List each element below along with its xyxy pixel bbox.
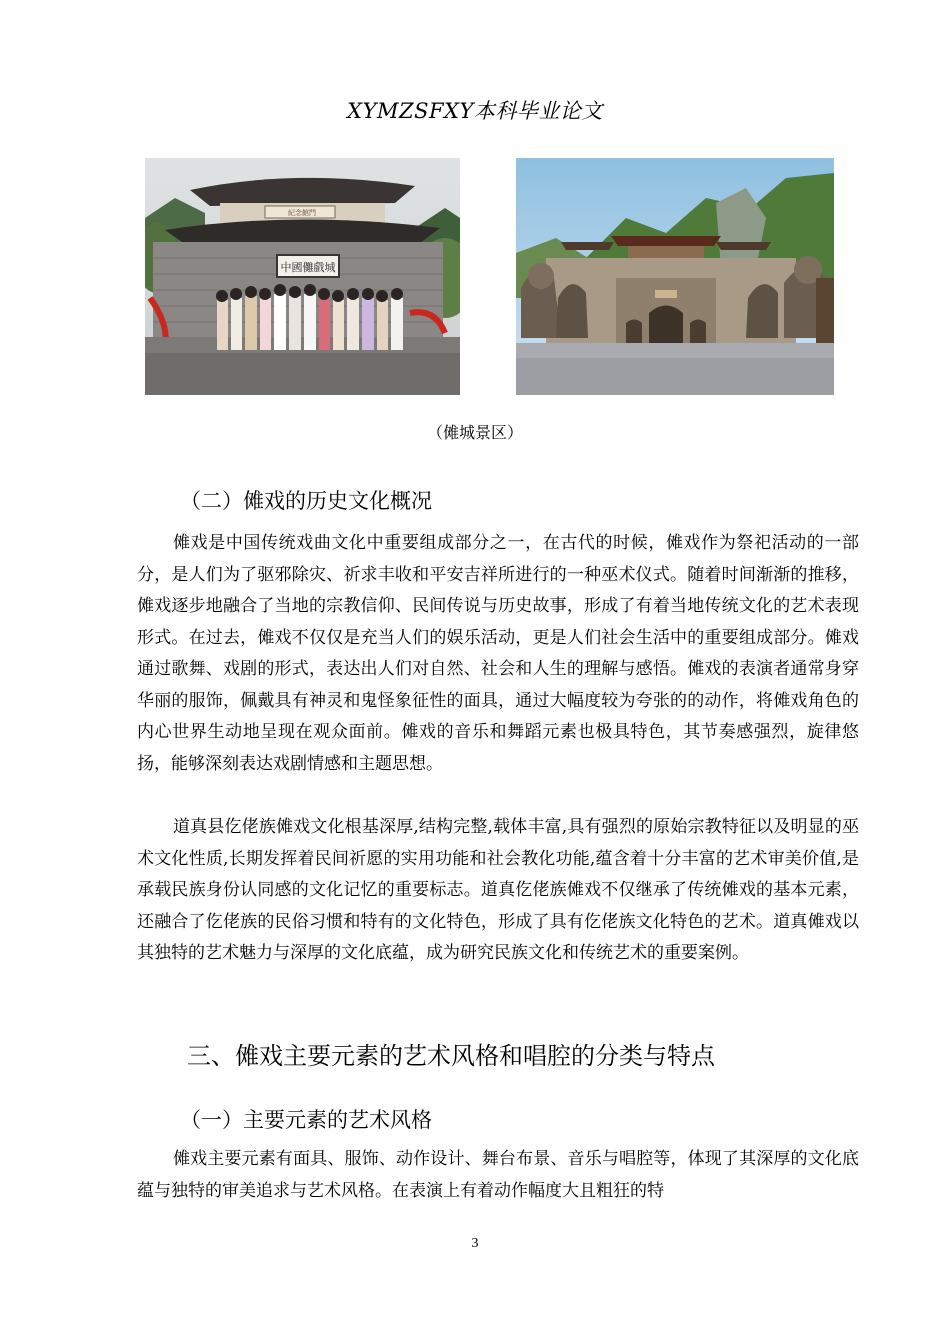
upper-plaque-text: 紀念館門 bbox=[288, 209, 316, 217]
chapter-heading-three: 三、傩戏主要元素的艺术风格和唱腔的分类与特点 bbox=[187, 1042, 715, 1070]
section-heading-art-style: （一）主要元素的艺术风格 bbox=[180, 1108, 432, 1132]
paragraph-history-2: 道真县仡佬族傩戏文化根基深厚,结构完整,载体丰富,具有强烈的原始宗教特征以及明显的巫术文化性质,长期发挥着民间祈愿的实用功能和社会教化功能,蕴含着十分丰富的艺术审美价值,是承载民族身份认同感的文化记忆的重要标志。道真仡佬族傩戏不仅继承了传统傩戏的基本元素，还融合了仡佬族的民俗习惯和特有的文化特色，形成了具有仡佬族文化特色的艺术。道真傩戏以其独特的艺术魅力与深厚的文化底蕴，成为研究民族文化和传统艺术的重要案例。 bbox=[137, 817, 859, 963]
paragraph-art-style-1: 傩戏主要元素有面具、服饰、动作设计、舞台布景、音乐与唱腔等，体现了其深厚的文化底蕴与独特的审美追求与艺术风格。在表演上有着动作幅度大且粗狂的特 bbox=[137, 1149, 859, 1201]
gate-sign-text: 中國儺戲城 bbox=[280, 261, 336, 274]
section-heading-history: （二）傩戏的历史文化概况 bbox=[180, 489, 432, 513]
page-header: XYMZSFXY本科毕业论文 bbox=[347, 99, 603, 123]
nuo-city-stone-gate-photo bbox=[516, 158, 834, 395]
page-number: 3 bbox=[471, 1236, 479, 1251]
figure-caption: （傩城景区） bbox=[426, 423, 523, 442]
nuo-city-gate-photo bbox=[145, 158, 460, 395]
paragraph-history-1: 傩戏是中国传统戏曲文化中重要组成部分之一，在古代的时候，傩戏作为祭祀活动的一部分，是人们为了驱邪除灾、祈求丰收和平安吉祥所进行的一种巫术仪式。随着时间渐渐的推移，傩戏逐步地融合了当地的宗教信仰、民间传说与历史故事，形成了有着当地传统文化的艺术表现形式。在过去，傩戏不仅仅是充当人们的娱乐活动，更是人们社会生活中的重要组成部分。傩戏通过歌舞、戏剧的形式，表达出人们对自然、社会和人生的理解与感悟。傩戏的表演者通常身穿华丽的服饰，佩戴具有神灵和鬼怪象征性的面具，通过大幅度较为夸张的的动作，将傩戏角色的内心世界生动地呈现在观众面前。傩戏的音乐和舞蹈元素也极具特色，其节奏感强烈，旋律悠扬，能够深刻表达戏剧情感和主题思想。 bbox=[137, 533, 859, 774]
